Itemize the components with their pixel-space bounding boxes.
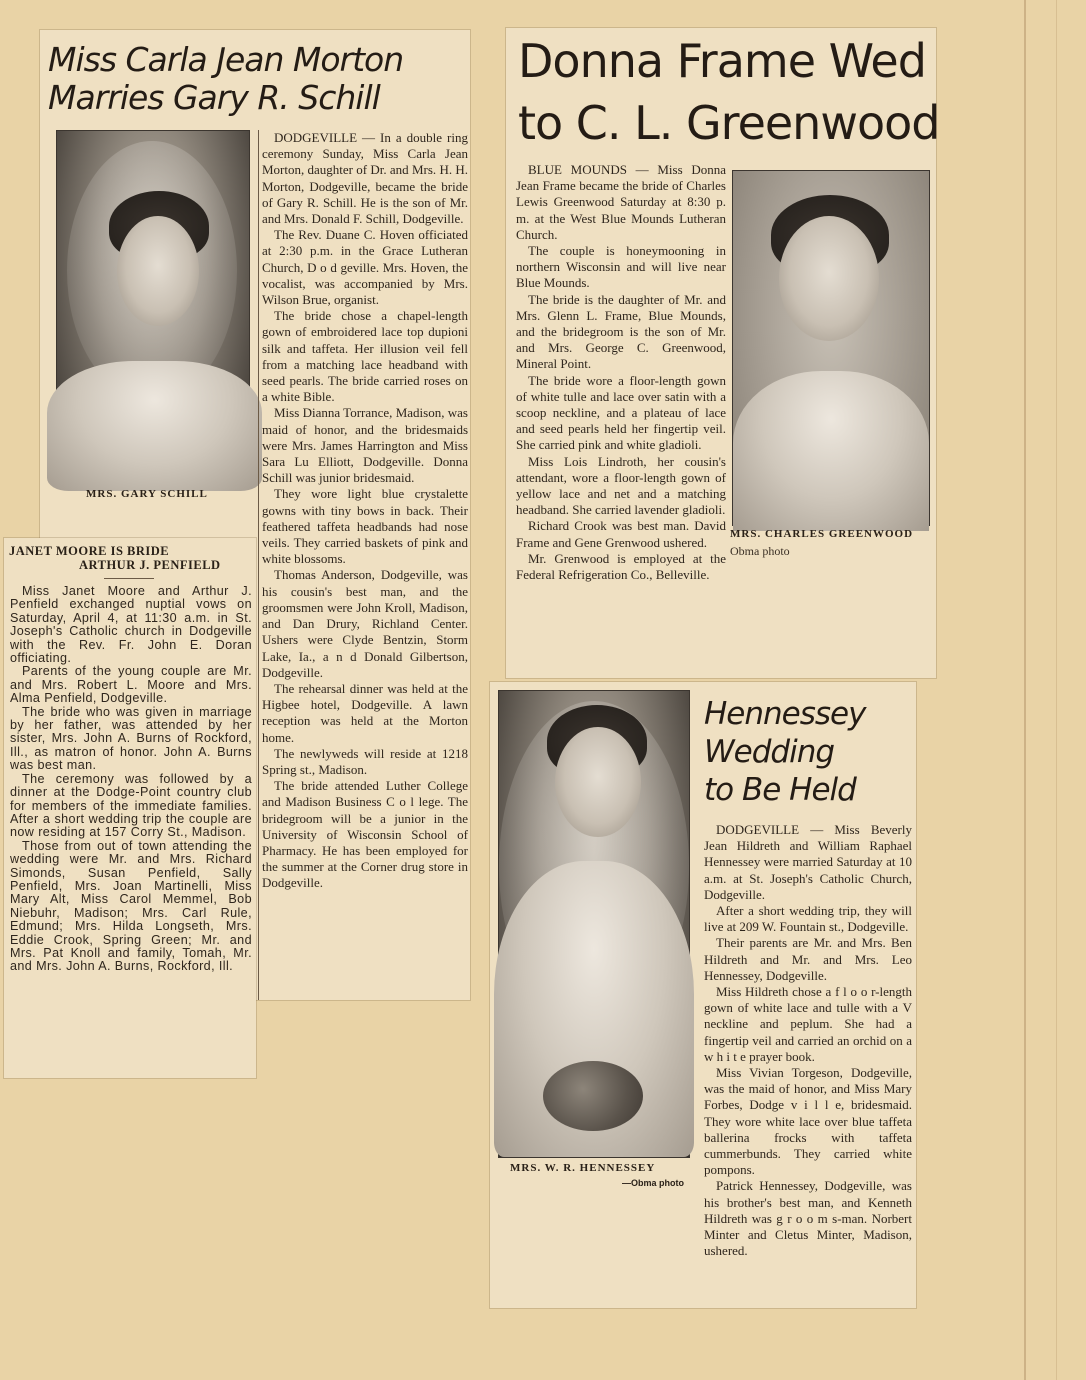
hennessey-paragraph: Miss Vivian Torgeson, Dodgeville, was the maid of honor, and Miss Mary Forbes, Dodge v i l l e, bridesmaid. They wore white lace over blue taffeta ballerina frocks with taffeta cummerbunds. They carried white pompons. bbox=[704, 1065, 912, 1178]
morton-paragraph: They wore light blue crystalette gowns with tiny bows in back. Their feathered taffeta headbands had nose veils. They carried baskets of pink and white blossoms. bbox=[262, 486, 468, 567]
morton-paragraph: The bride attended Luther College and Madison Business C o l lege. The bridegroom will be a junior in the University of Wisconsin School of Pharmacy. He has been employed for the summer at the Corner drug store in Dodgeville. bbox=[262, 778, 468, 891]
frame-paragraph: The bride wore a floor-length gown of white tulle and lace over satin with a scoop neckline, and a plateau of lace and seed pearls held her fingertip veil. She carried pink and white gladioli. bbox=[516, 372, 726, 453]
morton-article-body bbox=[262, 130, 468, 892]
frame-headline-line-1: Donna Frame Wed bbox=[518, 34, 926, 88]
greenwood-photo-caption: MRS. CHARLES GREENWOOD bbox=[730, 528, 914, 540]
hennessey-paragraph: DODGEVILLE — Miss Beverly Jean Hildreth and William Raphael Hennessey were married Saturday at 10 a.m. at St. Joseph's Catholic Church, Dodgeville. bbox=[704, 822, 912, 902]
frame-greenwood-clipping bbox=[506, 28, 940, 678]
moore-headline-rule bbox=[104, 578, 154, 579]
morton-paragraph: Thomas Anderson, Dodgeville, was his cousin's best man, and the groomsmen were John Kroll, Madison, and Dan Drury, Richland Center. Ushers were Clyde Bentzin, Storm Lake, Ia., a n d Donald Gilbertson, Dodgeville. bbox=[262, 567, 468, 680]
hennessey-paragraph: Miss Hildreth chose a f l o o r-length gown of white lace and tulle with a V neckline and peplum. She had a fingertip veil and carried an orchid on a w h i t e prayer book. bbox=[704, 984, 912, 1064]
morton-paragraph: The Rev. Duane C. Hoven officiated at 2:30 p.m. in the Grace Lutheran Church, D o d geville. Mrs. Hoven, the vocalist, was accompanied by Mrs. Wilson Brue, organist. bbox=[262, 227, 468, 308]
morton-paragraph: The rehearsal dinner was held at the Higbee hotel, Dodgeville. A lawn reception was held at the Morton home. bbox=[262, 680, 468, 745]
hennessey-headline-line-3: to Be Held bbox=[704, 772, 856, 808]
greenwood-photo-credit: Obma photo bbox=[730, 544, 790, 558]
greenwood-bride-photo bbox=[732, 170, 930, 526]
frame-paragraph: Mr. Grenwood is employed at the Federal Refrigeration Co., Belleville. bbox=[516, 550, 726, 583]
morton-photo-caption: MRS. GARY SCHILL bbox=[86, 488, 208, 500]
frame-article-body bbox=[516, 162, 726, 583]
hennessey-photo-caption: MRS. W. R. HENNESSEY bbox=[510, 1162, 656, 1174]
morton-column-rule bbox=[258, 130, 259, 1000]
hennessey-article-body bbox=[704, 822, 912, 1259]
morton-paragraph: The bride chose a chapel-length gown of embroidered lace top dupioni silk and taffeta. Her illusion veil fell from a matching lace headband with seed pearls. The bride carried roses on a white Bible. bbox=[262, 308, 468, 405]
hennessey-paragraph: Patrick Hennessey, Dodgeville, was his brother's best man, and Kenneth Hildreth was g r o o m s-man. Norbert Minter and Cletus Minter, Madison, ushered. bbox=[704, 1178, 912, 1259]
moore-penfield-clipping bbox=[4, 538, 256, 1078]
morton-headline-line-1: Miss Carla Jean Morton bbox=[48, 40, 404, 79]
frame-paragraph: Miss Lois Lindroth, her cousin's attendant, wore a floor-length gown of yellow lace and net and a matching headband. She carried lavender gladioli. bbox=[516, 453, 726, 518]
moore-paragraph: The bride who was given in marriage by her father, was attended by her sister, Mrs. John A. Burns of Rockford, Ill., as matron of honor. John A. Burns was best man. bbox=[10, 704, 252, 773]
moore-article-body bbox=[10, 585, 252, 974]
hennessey-headline-line-1: Hennessey bbox=[704, 696, 866, 732]
hennessey-paragraph: Their parents are Mr. and Mrs. Ben Hildreth and Mr. and Mrs. Leo Hennessey, Dodgeville. bbox=[704, 935, 912, 983]
scrapbook-page-edge bbox=[1024, 0, 1026, 1380]
moore-headline-line-2: ARTHUR J. PENFIELD bbox=[79, 558, 221, 572]
hennessey-clipping bbox=[490, 682, 916, 1308]
morton-paragraph: Miss Dianna Torrance, Madison, was maid of honor, and the bridesmaids were Mrs. James Harrington and Miss Sara Lu Elliott, Dodgeville. Donna Schill was junior bridesmaid. bbox=[262, 405, 468, 486]
moore-paragraph: The ceremony was followed by a dinner at the Dodge-Point country club for members of the immediate families. After a short wedding trip the couple are now residing at 157 Corry St., Madison. bbox=[10, 771, 252, 840]
moore-headline-line-1: JANET MOORE IS BRIDE bbox=[9, 544, 170, 558]
scrapbook-page-edge-secondary bbox=[1056, 0, 1057, 1380]
hennessey-paragraph: After a short wedding trip, they will live at 209 W. Fountain st., Dodgeville. bbox=[704, 903, 912, 935]
moore-paragraph: Miss Janet Moore and Arthur J. Penfield exchanged nuptial vows on Saturday, April 4, at 11:30 a.m. in St. Joseph's Catholic church in Dodgeville with the Rev. Fr. John E. Doran officiating. bbox=[10, 584, 252, 666]
frame-paragraph: The couple is honeymooning in northern Wisconsin and will live near Blue Mounds. bbox=[516, 243, 726, 291]
hennessey-bride-photo bbox=[498, 690, 690, 1158]
moore-paragraph: Those from out of town attending the wedding were Mr. and Mrs. Richard Simonds, Susan Penfield, Sally Penfield, Mrs. Joan Martinelli, Miss Mary Alt, Miss Carol Memmel, Bob Niebuhr, Madison; Mrs. Carl Rule, Edmund; Mrs. Hilda Longseth, Mrs. Eddie Crook, Spring Green; Mr. and Mrs. Pat Knoll and family, Tomah, Mr. and Mrs. John A. Burns, Rockford, Ill. bbox=[10, 838, 252, 974]
morton-headline-line-2: Marries Gary R. Schill bbox=[48, 78, 380, 117]
hennessey-headline-line-2: Wedding bbox=[704, 734, 835, 770]
frame-paragraph: BLUE MOUNDS — Miss Donna Jean Frame became the bride of Charles Lewis Greenwood Saturday at 8:30 p. m. at the West Blue Mounds Lutheran Church. bbox=[516, 162, 726, 242]
morton-paragraph: DODGEVILLE — In a double ring ceremony Sunday, Miss Carla Jean Morton, daughter of Dr. and Mrs. H. H. Morton, Dodgeville, became the bride of Gary R. Schill. He is the son of Mr. and Mrs. Donald F. Schill, Dodgeville. bbox=[262, 130, 468, 227]
moore-paragraph: Parents of the young couple are Mr. and Mrs. Robert L. Moore and Mrs. Alma Penfield, Dodgeville. bbox=[10, 664, 252, 706]
morton-bride-photo bbox=[56, 130, 250, 482]
frame-headline-line-2: to C. L. Greenwood bbox=[518, 96, 940, 150]
frame-paragraph: The bride is the daughter of Mr. and Mrs. Glenn L. Frame, Blue Mounds, and the bridegroom is the son of Mr. and Mrs. George C. Greenwood, Mineral Point. bbox=[516, 291, 726, 372]
hennessey-photo-credit: —Obma photo bbox=[622, 1178, 684, 1188]
morton-paragraph: The newlyweds will reside at 1218 Spring st., Madison. bbox=[262, 745, 468, 777]
frame-paragraph: Richard Crook was best man. David Frame and Gene Grenwood ushered. bbox=[516, 518, 726, 550]
